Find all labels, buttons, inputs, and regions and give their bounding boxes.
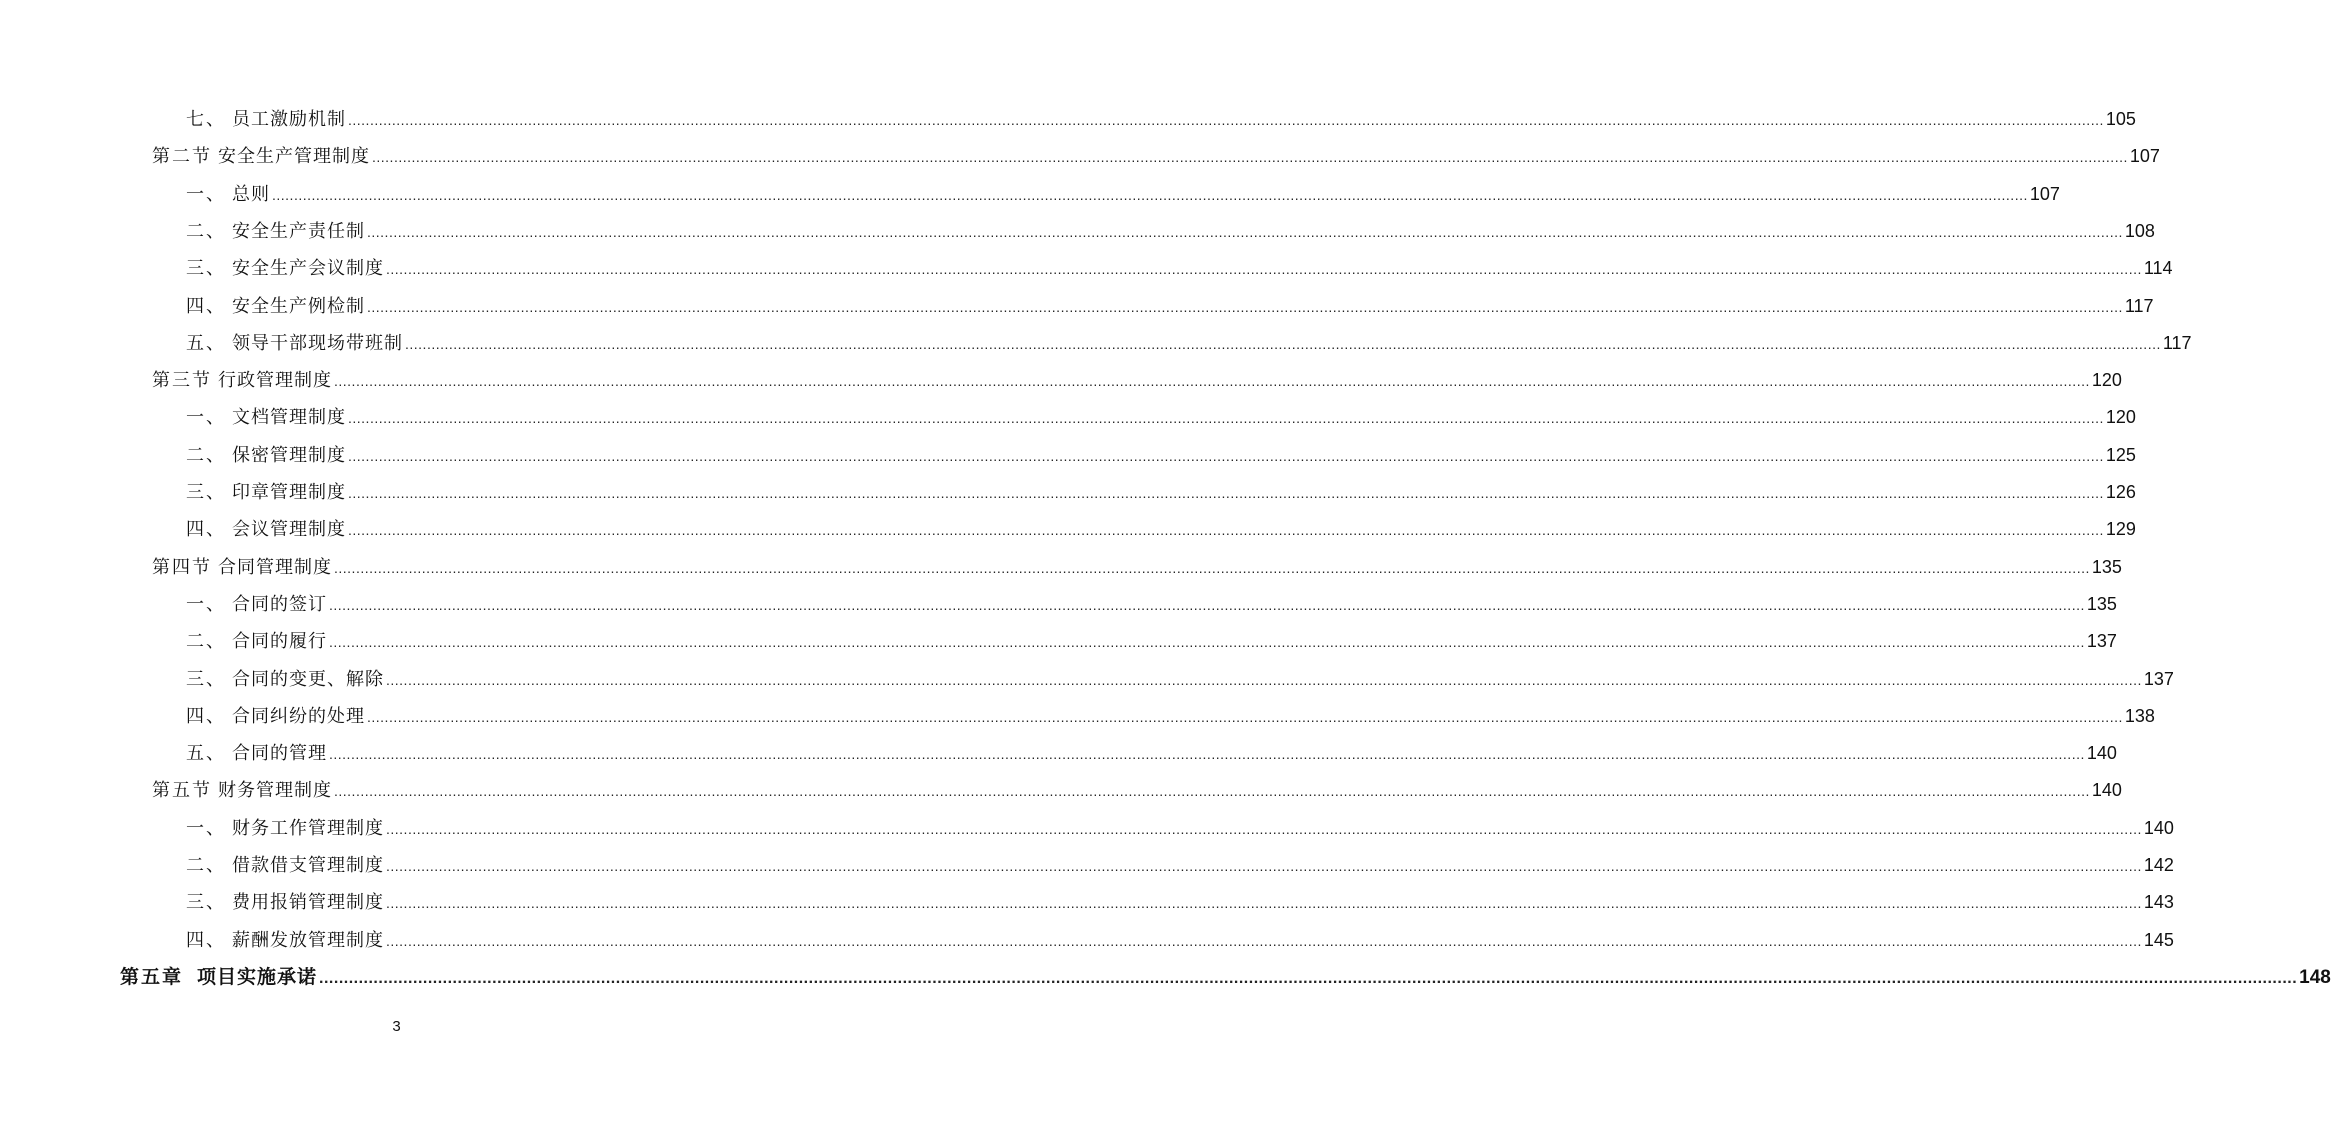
- toc-entry-page: 135: [2091, 556, 2122, 577]
- toc-entry-number: 四、: [186, 519, 226, 541]
- toc-entry-page: 140: [2091, 780, 2122, 801]
- toc-entry-title: 财务工作管理制度: [232, 817, 384, 839]
- toc-dot-leader: ................................................................................................................................................................................................................................................................................................................................................................................................................: [367, 223, 2123, 240]
- toc-dot-leader: ................................................................................................................................................................................................................................................................................................................................................................................................................: [348, 522, 2104, 539]
- toc-entry[interactable]: [186, 852, 2174, 878]
- toc-entry-title: 安全生产会议制度: [232, 258, 384, 280]
- toc-entry-page: 140: [2143, 817, 2174, 838]
- toc-entry-title: 合同的履行: [232, 631, 327, 653]
- toc-entry-page: 117: [2162, 332, 2192, 353]
- toc-entry-title: 总则: [232, 183, 270, 205]
- toc-entry-title: 安全生产责任制: [232, 220, 365, 242]
- toc-entry[interactable]: [186, 889, 2174, 915]
- toc-dot-leader: ................................................................................................................................................................................................................................................................................................................................................................................................................: [334, 783, 2090, 800]
- toc-dot-leader: ................................................................................................................................................................................................................................................................................................................................................................................................................: [272, 186, 2028, 203]
- toc-dot-leader: ................................................................................................................................................................................................................................................................................................................................................................................................................: [348, 485, 2104, 501]
- toc-entry-number: 四、: [186, 705, 226, 727]
- toc-dot-leader: ................................................................................................................................................................................................................................................................................................................................................................................................................: [348, 447, 2104, 464]
- toc-entry[interactable]: [186, 442, 2136, 468]
- toc-entry[interactable]: [186, 591, 2117, 617]
- toc-entry[interactable]: [186, 479, 2136, 505]
- toc-entry-title: 会议管理制度: [232, 519, 346, 541]
- toc-dot-leader: ................................................................................................................................................................................................................................................................................................................................................................................................................: [386, 858, 2142, 874]
- toc-entry-number: 第三节: [152, 370, 212, 392]
- toc-entry-number: 第五节: [152, 780, 212, 802]
- toc-entry-page: 135: [2086, 593, 2117, 614]
- toc-entry-title: 文档管理制度: [232, 407, 346, 429]
- toc-dot-leader: ................................................................................................................................................................................................................................................................................................................................................................................................................: [367, 298, 2123, 315]
- toc-entry-title: 项目实施承诺: [197, 965, 318, 988]
- toc-dot-leader: ................................................................................................................................................................................................................................................................................................................................................................................................................: [329, 596, 2085, 613]
- toc-entry[interactable]: [186, 293, 2154, 319]
- toc-entry-number: 四、: [186, 295, 226, 317]
- toc-entry-title: 合同纠纷的处理: [232, 705, 365, 727]
- toc-entry[interactable]: [186, 628, 2117, 654]
- toc-entry[interactable]: [152, 367, 2122, 393]
- toc-dot-leader: ................................................................................................................................................................................................................................................................................................................................................................................................................: [386, 261, 2142, 278]
- toc-dot-leader: ................................................................................................................................................................................................................................................................................................................................................................................................................: [329, 634, 2085, 651]
- toc-entry-number: 三、: [186, 482, 226, 503]
- toc-entry-number: 三、: [186, 892, 226, 914]
- toc-entry[interactable]: [186, 516, 2136, 542]
- toc-entry[interactable]: [186, 703, 2155, 729]
- toc-entry-title: 安全生产管理制度: [218, 146, 370, 168]
- toc-entry-number: 一、: [186, 407, 226, 429]
- toc-entry-page: 125: [2105, 444, 2136, 465]
- toc-entry-number: 第二节: [152, 146, 212, 168]
- page-number: 3: [392, 1018, 401, 1035]
- toc-dot-leader: ................................................................................................................................................................................................................................................................................................................................................................................................................: [386, 932, 2142, 949]
- toc-entry-title: 领导干部现场带班制: [232, 332, 403, 354]
- toc-entry-page: 138: [2124, 705, 2155, 726]
- toc-entry-title: 费用报销管理制度: [232, 892, 384, 914]
- toc-entry-page: 117: [2124, 295, 2154, 316]
- toc-dot-leader: ................................................................................................................................................................................................................................................................................................................................................................................................................: [348, 410, 2104, 427]
- toc-entry-title: 合同的变更、解除: [232, 668, 384, 690]
- toc-entry-page: 140: [2086, 743, 2117, 764]
- toc-entry-page: 145: [2143, 929, 2174, 950]
- toc-entry[interactable]: [152, 777, 2122, 803]
- toc-entry-number: 第四节: [152, 556, 212, 578]
- toc-entry-page: 120: [2091, 370, 2122, 391]
- toc-dot-leader: ................................................................................................................................................................................................................................................................................................................................................................................................................: [386, 895, 2142, 912]
- toc-entry-title: 合同管理制度: [218, 556, 332, 578]
- toc-entry-page: 120: [2105, 407, 2136, 428]
- toc-dot-leader: ................................................................................................................................................................................................................................................................................................................................................................................................................: [386, 671, 2142, 688]
- toc-entry[interactable]: [186, 330, 2192, 356]
- toc-entry[interactable]: [186, 255, 2173, 281]
- toc-entry-number: 二、: [186, 220, 226, 242]
- toc-dot-leader: ................................................................................................................................................................................................................................................................................................................................................................................................................: [348, 112, 2104, 128]
- toc-dot-leader: ................................................................................................................................................................................................................................................................................................................................................................................................................: [405, 335, 2161, 352]
- toc-entry-number: 四、: [186, 929, 226, 951]
- toc-entry-page: 107: [2129, 146, 2160, 167]
- toc-entry-page: 148: [2299, 966, 2331, 988]
- toc-dot-leader: ................................................................................................................................................................................................................................................................................................................................................................................................................: [372, 149, 2128, 166]
- toc-entry[interactable]: [152, 554, 2122, 580]
- toc-entry-number: 二、: [186, 855, 226, 876]
- toc-entry-number: 七、: [186, 109, 226, 130]
- toc-entry-page: 114: [2143, 258, 2173, 279]
- toc-entry[interactable]: [186, 815, 2174, 841]
- toc-entry[interactable]: [186, 106, 2136, 132]
- toc-entry-page: 142: [2143, 855, 2174, 875]
- toc-entry[interactable]: [186, 181, 2060, 207]
- toc-entry-page: 137: [2086, 631, 2117, 652]
- toc-entry-title: 合同的签订: [232, 593, 327, 615]
- toc-entry-title: 安全生产例检制: [232, 295, 365, 317]
- toc-entry-page: 126: [2105, 482, 2136, 502]
- toc-entry-page: 143: [2143, 892, 2174, 913]
- toc-entry-page: 129: [2105, 519, 2136, 540]
- toc-entry-number: 二、: [186, 444, 226, 466]
- toc-entry-page: 107: [2029, 183, 2060, 204]
- toc-entry-number: 第五章: [120, 965, 184, 988]
- toc-entry[interactable]: [186, 218, 2155, 244]
- toc-entry[interactable]: [186, 666, 2174, 692]
- toc-entry-page: 137: [2143, 668, 2174, 689]
- toc-entry-title: 保密管理制度: [232, 444, 346, 466]
- toc-dot-leader: ................................................................................................................................................................................................................................................................................................................................................................................................................: [367, 708, 2123, 725]
- toc-entry[interactable]: [186, 404, 2136, 430]
- toc-entry-number: 二、: [186, 631, 226, 653]
- toc-entry[interactable]: [120, 964, 2331, 990]
- toc-entry-number: 一、: [186, 593, 226, 615]
- toc-entry-title: 合同的管理: [232, 743, 327, 765]
- toc-entry-title: 财务管理制度: [218, 780, 332, 802]
- toc-entry[interactable]: [186, 740, 2117, 766]
- toc-entry-title: 印章管理制度: [232, 482, 346, 503]
- toc-dot-leader: ................................................................................................................................................................................................................................................................................................................................................................................................................: [386, 820, 2142, 837]
- toc-entry-number: 五、: [186, 332, 226, 354]
- toc-dot-leader: ................................................................................................................................................................................................................................................................................................................................................................................................................: [319, 969, 2298, 987]
- toc-entry-title: 薪酬发放管理制度: [232, 929, 384, 951]
- toc-entry-title: 员工激励机制: [232, 109, 346, 130]
- toc-entry[interactable]: [186, 927, 2174, 953]
- toc-entry-number: 一、: [186, 817, 226, 839]
- toc-entry-title: 行政管理制度: [218, 370, 332, 392]
- toc-entry-number: 一、: [186, 183, 226, 205]
- toc-dot-leader: ................................................................................................................................................................................................................................................................................................................................................................................................................: [334, 373, 2090, 390]
- toc-entry-number: 五、: [186, 743, 226, 765]
- toc-entry-number: 三、: [186, 668, 226, 690]
- toc-entry-page: 105: [2105, 109, 2136, 129]
- toc-entry-number: 三、: [186, 258, 226, 280]
- toc-entry[interactable]: [152, 143, 2160, 169]
- toc-entry-page: 108: [2124, 220, 2155, 241]
- toc-entry-title: 借款借支管理制度: [232, 855, 384, 876]
- toc-dot-leader: ................................................................................................................................................................................................................................................................................................................................................................................................................: [334, 559, 2090, 576]
- toc-dot-leader: ................................................................................................................................................................................................................................................................................................................................................................................................................: [329, 746, 2085, 763]
